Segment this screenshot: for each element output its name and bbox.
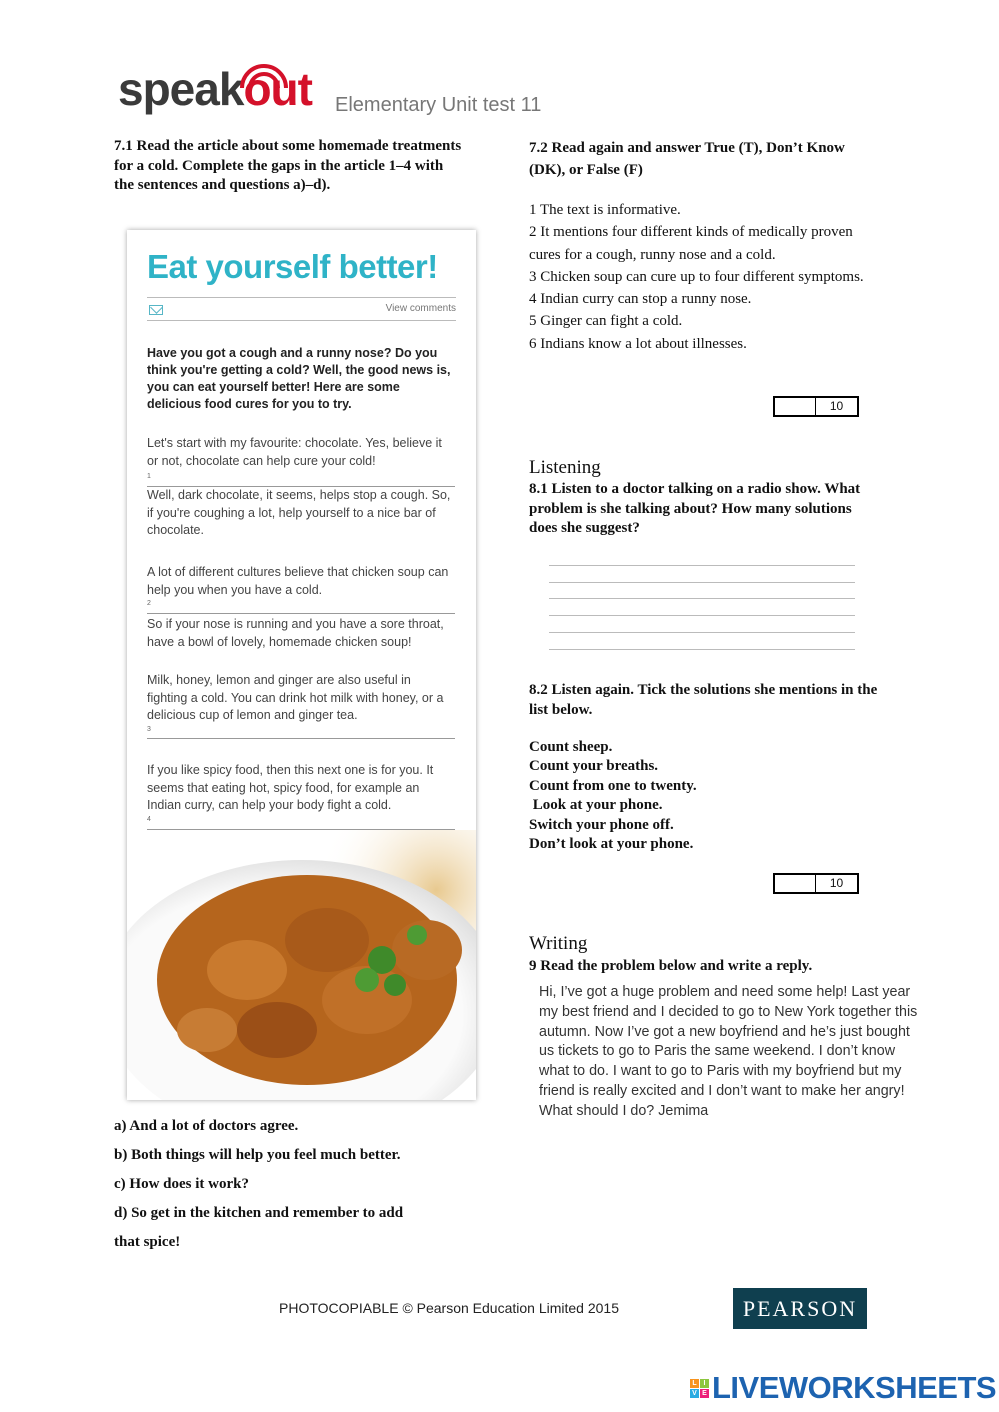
writing-instruction: 9 Read the problem below and write a reply.: [529, 958, 813, 974]
statement: 4 Indian curry can stop a runny nose.: [529, 291, 752, 308]
divider: [147, 320, 456, 321]
writing-heading: Writing: [529, 933, 588, 954]
statement: 3 Chicken soup can cure up to four different symptoms.: [529, 268, 864, 285]
view-comments-link[interactable]: View comments: [385, 303, 456, 314]
signal-waves-icon: [234, 62, 294, 92]
gap-3-line[interactable]: [147, 738, 455, 739]
article-intro: Have you got a cough and a runny nose? Do you think you're getting a cold? Well, the good news is, you can eat yourself better! Here are some delicious food cures for you to try.: [147, 346, 451, 411]
option-b: b) Both things will help you feel much better.: [114, 1147, 401, 1163]
gap-number: 3: [147, 726, 151, 733]
gap-2-line[interactable]: [147, 613, 455, 614]
score-box: [773, 396, 859, 417]
gap-number: 2: [147, 600, 151, 607]
solution-item[interactable]: Count your breaths.: [529, 758, 659, 775]
statement: 5 Ginger can fight a cold.: [529, 313, 683, 330]
option-c: c) How does it work?: [114, 1176, 249, 1192]
article-title: Eat yourself better!: [147, 248, 438, 285]
reading-instruction: 7.1 Read the article about some homemade treatments for a cold. Complete the gaps in the article 1–4 with the sentences and questions a)–d).: [114, 138, 462, 193]
liveworksheets-text: LIVEWORKSHEETS: [712, 1370, 997, 1405]
answer-line[interactable]: [549, 598, 855, 599]
answer-line[interactable]: [549, 615, 855, 616]
article-paragraph: A lot of different cultures believe that chicken soup can help you when you have a cold.: [147, 565, 449, 597]
article-paragraph: Well, dark chocolate, it seems, helps stop a cough. So, if you're coughing a lot, help yourself to a nice bar of chocolate.: [147, 488, 451, 537]
listening-q2: 8.2 Listen again. Tick the solutions she mentions in the list below.: [529, 682, 878, 718]
answer-line[interactable]: [549, 632, 855, 633]
option-d: d) So get in the kitchen and remember to add: [114, 1205, 404, 1221]
score-total: 10: [829, 876, 844, 890]
liveworksheets-watermark: [690, 1370, 996, 1406]
answer-line[interactable]: [549, 582, 855, 583]
option-a: a) And a lot of doctors agree.: [114, 1118, 299, 1134]
solutions-list: [529, 738, 697, 854]
gap-number: 1: [147, 473, 151, 480]
options-list: [114, 1112, 464, 1257]
pearson-logo: PEARSON: [733, 1288, 867, 1329]
divider: [147, 297, 456, 298]
answer-line[interactable]: [549, 565, 855, 566]
article-paragraph: Milk, honey, lemon and ginger are also useful in fighting a cold. You can drink hot milk with honey, or a delicious cup of lemon and ginger tea.: [147, 673, 444, 722]
article-paragraph: Let's start with my favourite: chocolate. Yes, believe it or not, chocolate can help cure your cold!: [147, 436, 442, 468]
solution-item[interactable]: Count from one to twenty.: [529, 777, 697, 794]
mail-icon: [149, 305, 163, 315]
logo-part-speak: speak: [118, 63, 244, 115]
article-paragraph: So if your nose is running and you have a sore throat, have a bowl of lovely, homemade chicken soup!: [147, 617, 444, 649]
solution-item[interactable]: Look at your phone.: [529, 797, 663, 814]
article-paragraph: If you like spicy food, then this next one is for you. It seems that eating hot, spicy food, for example an Indian curry, can help your body fight a cold.: [147, 763, 434, 812]
score-input[interactable]: [775, 398, 816, 415]
unit-title: Elementary Unit test 11: [335, 94, 542, 116]
true-false-instruction: 7.2 Read again and answer True (T), Don’t Know (DK), or False (F): [529, 140, 845, 178]
solution-item[interactable]: Don’t look at your phone.: [529, 836, 694, 853]
true-false-statements: [529, 199, 879, 355]
statement: 2 It mentions four different kinds of medically proven cures for a cough, runny nose and a cold.: [529, 224, 853, 263]
liveworksheets-badge-icon: L I V E: [690, 1379, 709, 1398]
solution-item[interactable]: Switch your phone off.: [529, 816, 674, 833]
listening-heading: Listening: [529, 457, 601, 478]
copyright-notice: PHOTOCOPIABLE © Pearson Education Limited 2015: [279, 1300, 620, 1316]
statement: 1 The text is informative.: [529, 202, 681, 218]
article-card: [127, 230, 476, 1100]
score-total: 10: [829, 399, 844, 413]
curry-image: [127, 830, 476, 1100]
option-d-continued: that spice!: [114, 1234, 181, 1250]
answer-line[interactable]: [549, 649, 855, 650]
logo-part-out: out: [243, 63, 312, 115]
gap-number: 4: [147, 816, 151, 823]
listening-q1: 8.1 Listen to a doctor talking on a radio show. What problem is she talking about? How many solutions does she suggest?: [529, 481, 861, 536]
statement: 6 Indians know a lot about illnesses.: [529, 335, 747, 352]
score-input[interactable]: [775, 875, 816, 892]
solution-item[interactable]: Count sheep.: [529, 739, 613, 755]
problem-letter: Hi, I’ve got a huge problem and need some help! Last year my best friend and I decided to go to New York together this autumn. Now I’ve got a new boyfriend and he’s just bought us tickets to go to Paris the same weekend. I don’t know what to do. I want to go to Paris with my boyfriend but my friend is really excited and I don’t want to make her angry! What should I do? Jemima: [539, 984, 918, 1119]
score-box: [773, 873, 859, 894]
